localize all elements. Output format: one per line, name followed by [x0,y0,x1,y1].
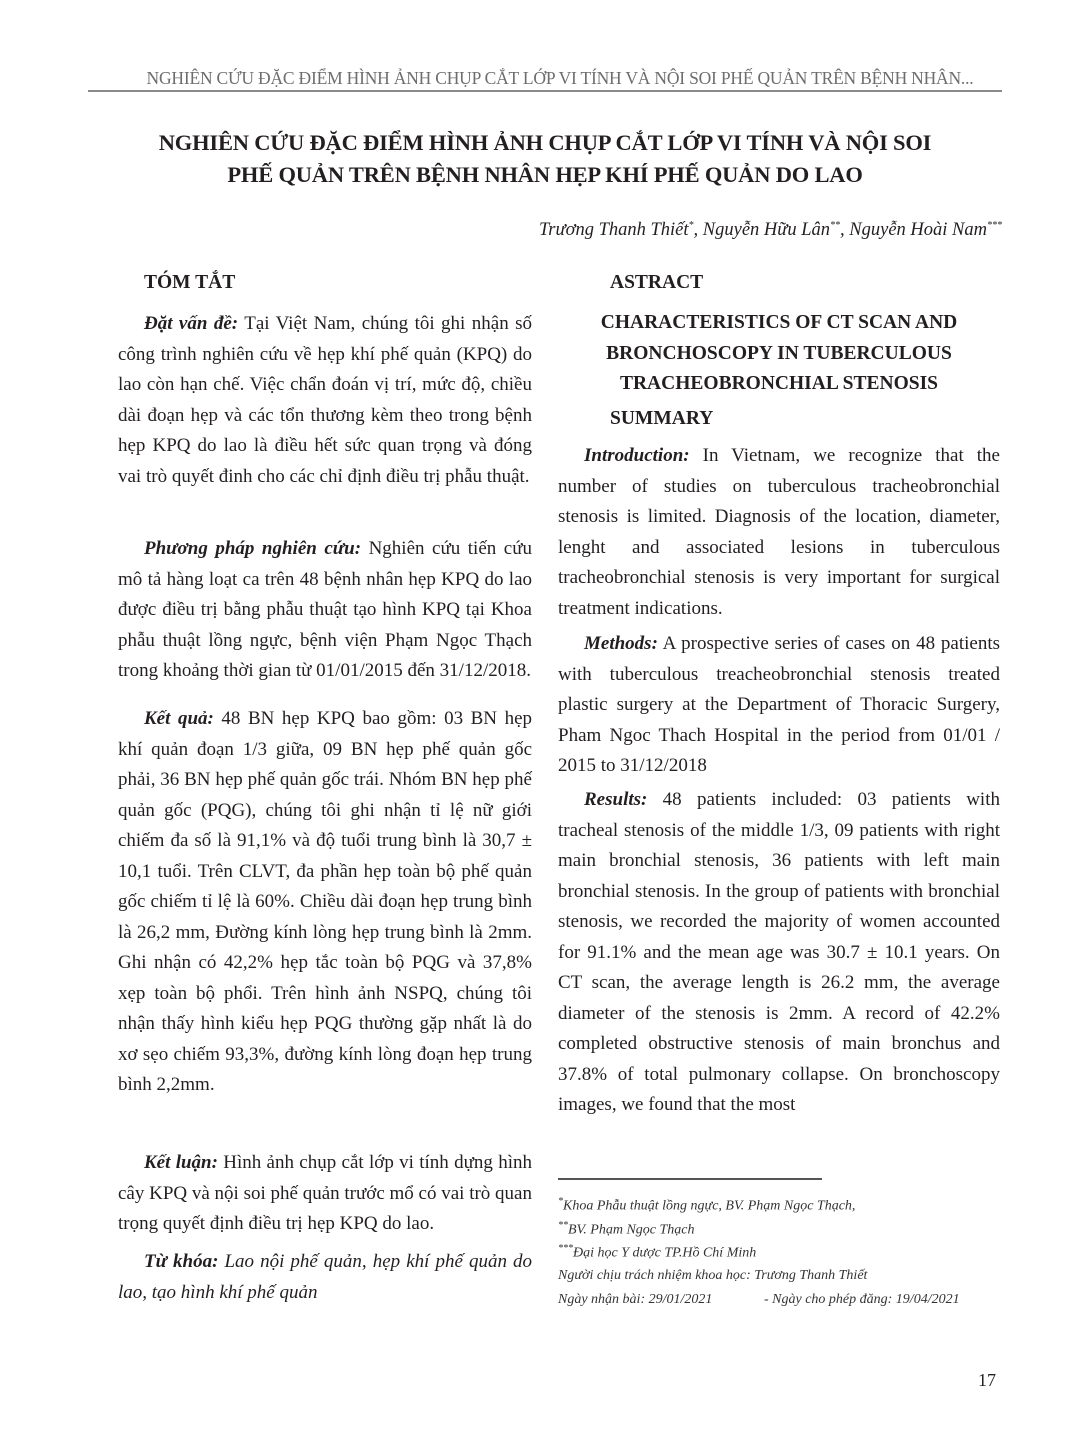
vi-keywords-paragraph [118,1247,532,1308]
vi-keywords-label: Từ khóa: [144,1251,219,1272]
author-name: Trương Thanh Thiết [539,220,689,241]
footnote-mark: *** [558,1243,573,1254]
footnote-text: BV. Phạm Ngọc Thạch [568,1222,695,1238]
en-results-paragraph [558,785,1000,1121]
vi-results-label: Kết quả: [144,708,214,729]
vi-methods-paragraph [118,534,532,687]
running-header: NGHIÊN CỨU ĐẶC ĐIỂM HÌNH ẢNH CHỤP CẮT LỚP VI TÍNH VÀ NỘI SOI PHẾ QUẢN TRÊN BỆNH NHÂN... [146,68,974,88]
article-title-line-1: NGHIÊN CỨU ĐẶC ĐIỂM HÌNH ẢNH CHỤP CẮT LỚP VI TÍNH VÀ NỘI SOI [158,130,932,155]
vi-intro-text: Tại Việt Nam, chúng tôi ghi nhận số công trình nghiên cứu về hẹp khí phế quản (KPQ) do lao còn hạn chế. Việc chẩn đoán vị trí, mức độ, chiều dài đoạn hẹp và các tổn thương kèm theo trong bệnh hẹp KPQ do lao là điều hết sức quan trọng và đóng vai trò quyết đinh cho các chỉ định điều trị phẫu thuật. [118,313,533,487]
en-methods-label: Methods: [584,633,658,654]
vi-intro-label: Đặt vấn đề: [144,313,239,334]
en-results-label: Results: [584,789,648,810]
footnote-mark: * [558,1196,563,1207]
page-number: 17 [978,1370,996,1390]
vi-keywords-text: Lao nội phế quản, hẹp khí phế quản do lao, tạo hình khí phế quản [118,1251,532,1303]
vi-conclusion-label: Kết luận: [144,1152,218,1173]
authors: Trương Thanh Thiết*, Nguyễn Hữu Lân**, Nguyễn Hoài Nam*** [539,220,1002,241]
author-mark: *** [987,220,1002,231]
header-rule [88,90,1002,92]
en-results-text: 48 patients included: 03 patients with tracheal stenosis of the middle 1/3, 09 patients with right main bronchial stenosis, 36 patients with left main bronchial stenosis. In the group of patients with bronchial stenosis, we recorded the majority of women accounted for 91.1% and the mean age was 30.7 ± 10.1 years. On CT scan, the average length is 26.2 mm, the average diameter of the stenosis is 2mm. A record of 42.2% completed obstructive stenosis of main bronchus and 37.8% of total pulmonary collapse. On bronchoscopy images, we found that the most [558,789,1000,1115]
en-intro-text: In Vietnam, we recognize that the number of studies on tuberculous tracheobronchial stenosis is limited. Diagnosis of the location, diameter, lenght and associated lesions in tuberculous tracheobronchial stenosis is very important for surgical treatment indications. [558,445,1000,619]
en-intro-paragraph [558,441,1000,624]
footnote-affiliation-1 [558,1196,855,1215]
vi-results-text: 48 BN hẹp KPQ bao gồm: 03 BN hẹp khí quản đoạn 1/3 giữa, 09 BN hẹp phế quản gốc phải, 36 BN hẹp phế quản gốc trái. Nhóm BN hẹp phế quản gốc (PQG), chúng tôi ghi nhận tỉ lệ nữ giới chiếm đa số là 91,1% và độ tuổi trung bình là 30,7 ± 10,1 tuổi. Trên CLVT, đa phần hẹp toàn bộ phế quản gốc chiếm tỉ lệ là 60%. Chiều dài đoạn hẹp trung bình là 26,2 mm, Đường kính lòng hẹp trung bình là 2mm. Ghi nhận có 42,2% hẹp tắc toàn bộ PQG và 37,8% xẹp toàn bộ phổi. Trên hình ảnh NSPQ, chúng tôi nhận thấy hình kiểu hẹp PQG thường gặp nhất là do xơ sẹo chiếm 93,3%, đường kính lòng đoạn hẹp trung bình 2,2mm. [118,708,533,1095]
author-name: Nguyễn Hữu Lân [702,220,831,241]
en-title-line: TRACHEOBRONCHIAL STENOSIS [619,373,939,394]
en-title-line: CHARACTERISTICS OF CT SCAN AND [600,312,958,333]
vi-methods-text: Nghiên cứu tiến cứu mô tả hàng loạt ca trên 48 bệnh nhân hẹp KPQ do lao được điều trị bằng phẫu thuật tạo hình KPQ tại Khoa phẫu thuật lồng ngực, bệnh viện Phạm Ngọc Thạch trong khoảng thời gian từ 01/01/2015 đến 31/12/2018. [118,538,533,681]
footnote-mark: ** [558,1220,568,1231]
footnote-affiliation-3 [558,1243,756,1262]
footnote-text: Đại học Y dược TP.Hồ Chí Minh [573,1245,757,1261]
footnote-accepted-date: - Ngày cho phép đăng: 19/04/2021 [764,1292,960,1307]
vi-results-paragraph [118,704,532,1101]
en-methods-text: A prospective series of cases on 48 patients with tuberculous treacheobronchial stenosis treated plastic surgery at the Department of Thoracic Surgery, Pham Ngoc Thach Hospital in the period from 01/01 / 2015 to 31/12/2018 [558,633,1000,776]
vi-abstract-heading: TÓM TẮT [144,272,236,293]
author-mark: * [688,220,694,231]
author-mark: ** [830,220,841,231]
footnote-responsible: Người chịu trách nhiệm khoa học: Trương Thanh Thiết [558,1268,868,1283]
article-title-line-2: PHẾ QUẢN TRÊN BỆNH NHÂN HẸP KHÍ PHẾ QUẢN DO LAO [227,162,863,187]
author-name: Nguyễn Hoài Nam [849,220,987,241]
vi-conclusion-paragraph [118,1148,532,1240]
vi-conclusion-text: Hình ảnh chụp cắt lớp vi tính dựng hình cây KPQ và nội soi phế quản trước mổ có vai trò quan trọng quyết định điều trị hẹp KPQ do lao. [118,1152,532,1234]
footnote-affiliation-2 [558,1220,695,1239]
en-title [558,308,1000,400]
en-title-line: BRONCHOSCOPY IN TUBERCULOUS [606,342,952,364]
vi-intro-paragraph [118,309,532,492]
footnote-received-date: Ngày nhận bài: 29/01/2021 [558,1292,713,1307]
footnote-rule [558,1178,822,1180]
en-summary-heading: SUMMARY [610,408,714,429]
vi-methods-label: Phương pháp nghiên cứu: [144,538,362,559]
en-methods-paragraph [558,629,1000,782]
en-abstract-heading: ASTRACT [610,272,704,293]
footnote-text: Khoa Phẫu thuật lồng ngực, BV. Phạm Ngọc Thạch, [563,1198,856,1214]
en-intro-label: Introduction: [584,445,690,466]
